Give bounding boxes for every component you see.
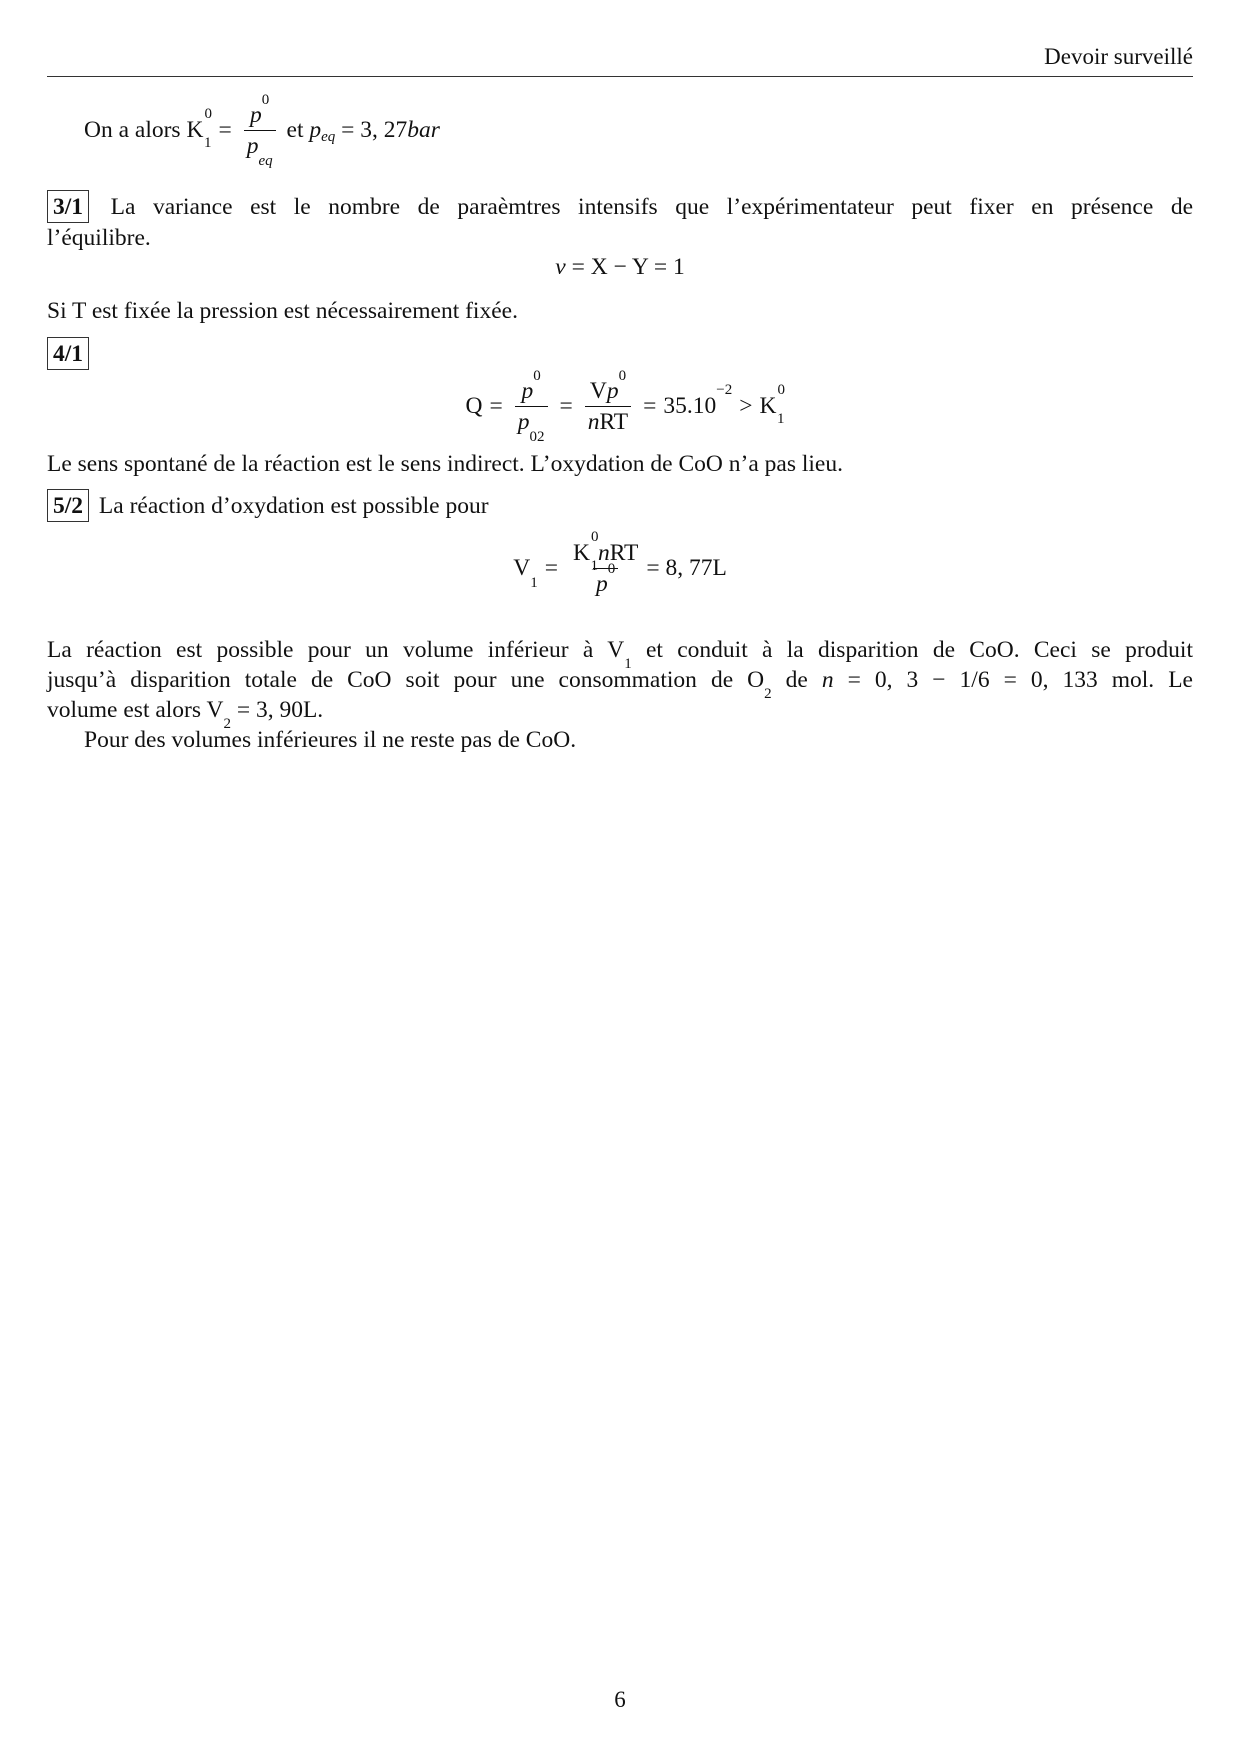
q3-text-line2: l’équilibre. — [47, 225, 151, 251]
intro-equation: On a alors $K^0_1$ = $\frac{p^0}{p_{eq}}$ et p $_{eq}$ = 3, 27 bar — [84, 92, 440, 169]
q5-para-line2: jusqu’à disparition totale de CoO soit pour une consommation de $O_2$ de n = 0, 3 − 1/6 = 0, 133 mol. Le — [47, 667, 1193, 702]
p0-over-peq-fraction: $\frac{p^0}{p_{eq}}$ — [244, 102, 276, 159]
q5-paragraph — [47, 635, 1193, 755]
k1-symbol: $K^0_1$ — [759, 382, 785, 427]
q5-para-line1: La réaction est possible pour un volume inférieur à $V_1$ et conduit à la disparition de CoO. Ceci se produit — [47, 637, 1193, 672]
v1-result: = 8, 77L — [646, 555, 727, 581]
p0-over-p02-fraction: $\frac{p^0}{p_{02}}$ — [515, 378, 548, 435]
variance-equation: v = X − Y = 1 — [555, 254, 685, 280]
k-symbol: $K^0_1$ — [186, 106, 212, 151]
vp0-over-nrt-fraction: $\frac{Vp^0}{\text{nRT}}$ — [585, 378, 631, 435]
q3-text-line1: La variance est le nombre de paraèmtres intensifs que l’expérimentateur peut fixer en présence de — [110, 194, 1194, 220]
q5-final-line: Pour des volumes inférieures il ne reste pas de CoO. — [84, 727, 577, 753]
running-header-title: Devoir surveillé — [1044, 44, 1193, 69]
k1nrt-over-p0-fraction: $\frac{K^0_1nRT}{p^0}$ — [572, 529, 639, 597]
q4-conclusion: Le sens spontané de la réaction est le sens indirect. L’oxydation de CoO n’a pas lieu. — [47, 451, 843, 477]
peq-value: = 3, 27 — [335, 117, 408, 143]
page-number: 6 — [614, 1687, 626, 1712]
peq-unit: bar — [407, 117, 440, 143]
q-equation: Q = $\frac{p^0}{p_{02}}$ = $\frac{Vp^0}{\text{nRT}}$ = $35.10^{-2}$ > $K^0_1$ — [465, 368, 785, 445]
q5-para-line3: volume est alors $V_2 = 3$, 90L. — [47, 697, 324, 732]
q3-paragraph — [47, 190, 1193, 253]
q3-conclusion: Si T est fixée la pression est nécessairement fixée. — [47, 298, 518, 324]
q3-label-box: 3/1 — [47, 190, 89, 223]
q4-label-wrapper — [47, 337, 93, 370]
header-rule — [47, 76, 1193, 77]
v1-equation: $V_1$ = $\frac{K^0_1nRT}{p^0}$ = 8, 77L — [513, 529, 727, 597]
intro-text: On a alors — [84, 117, 187, 143]
q-value: $35.10^{-2}$ — [663, 382, 733, 419]
q5-intro — [47, 489, 1193, 522]
q4-label-box: 4/1 — [47, 337, 89, 370]
q5-label-box: 5/2 — [47, 489, 89, 522]
q5-intro-text: La réaction d’oxydation est possible pour — [98, 493, 489, 519]
